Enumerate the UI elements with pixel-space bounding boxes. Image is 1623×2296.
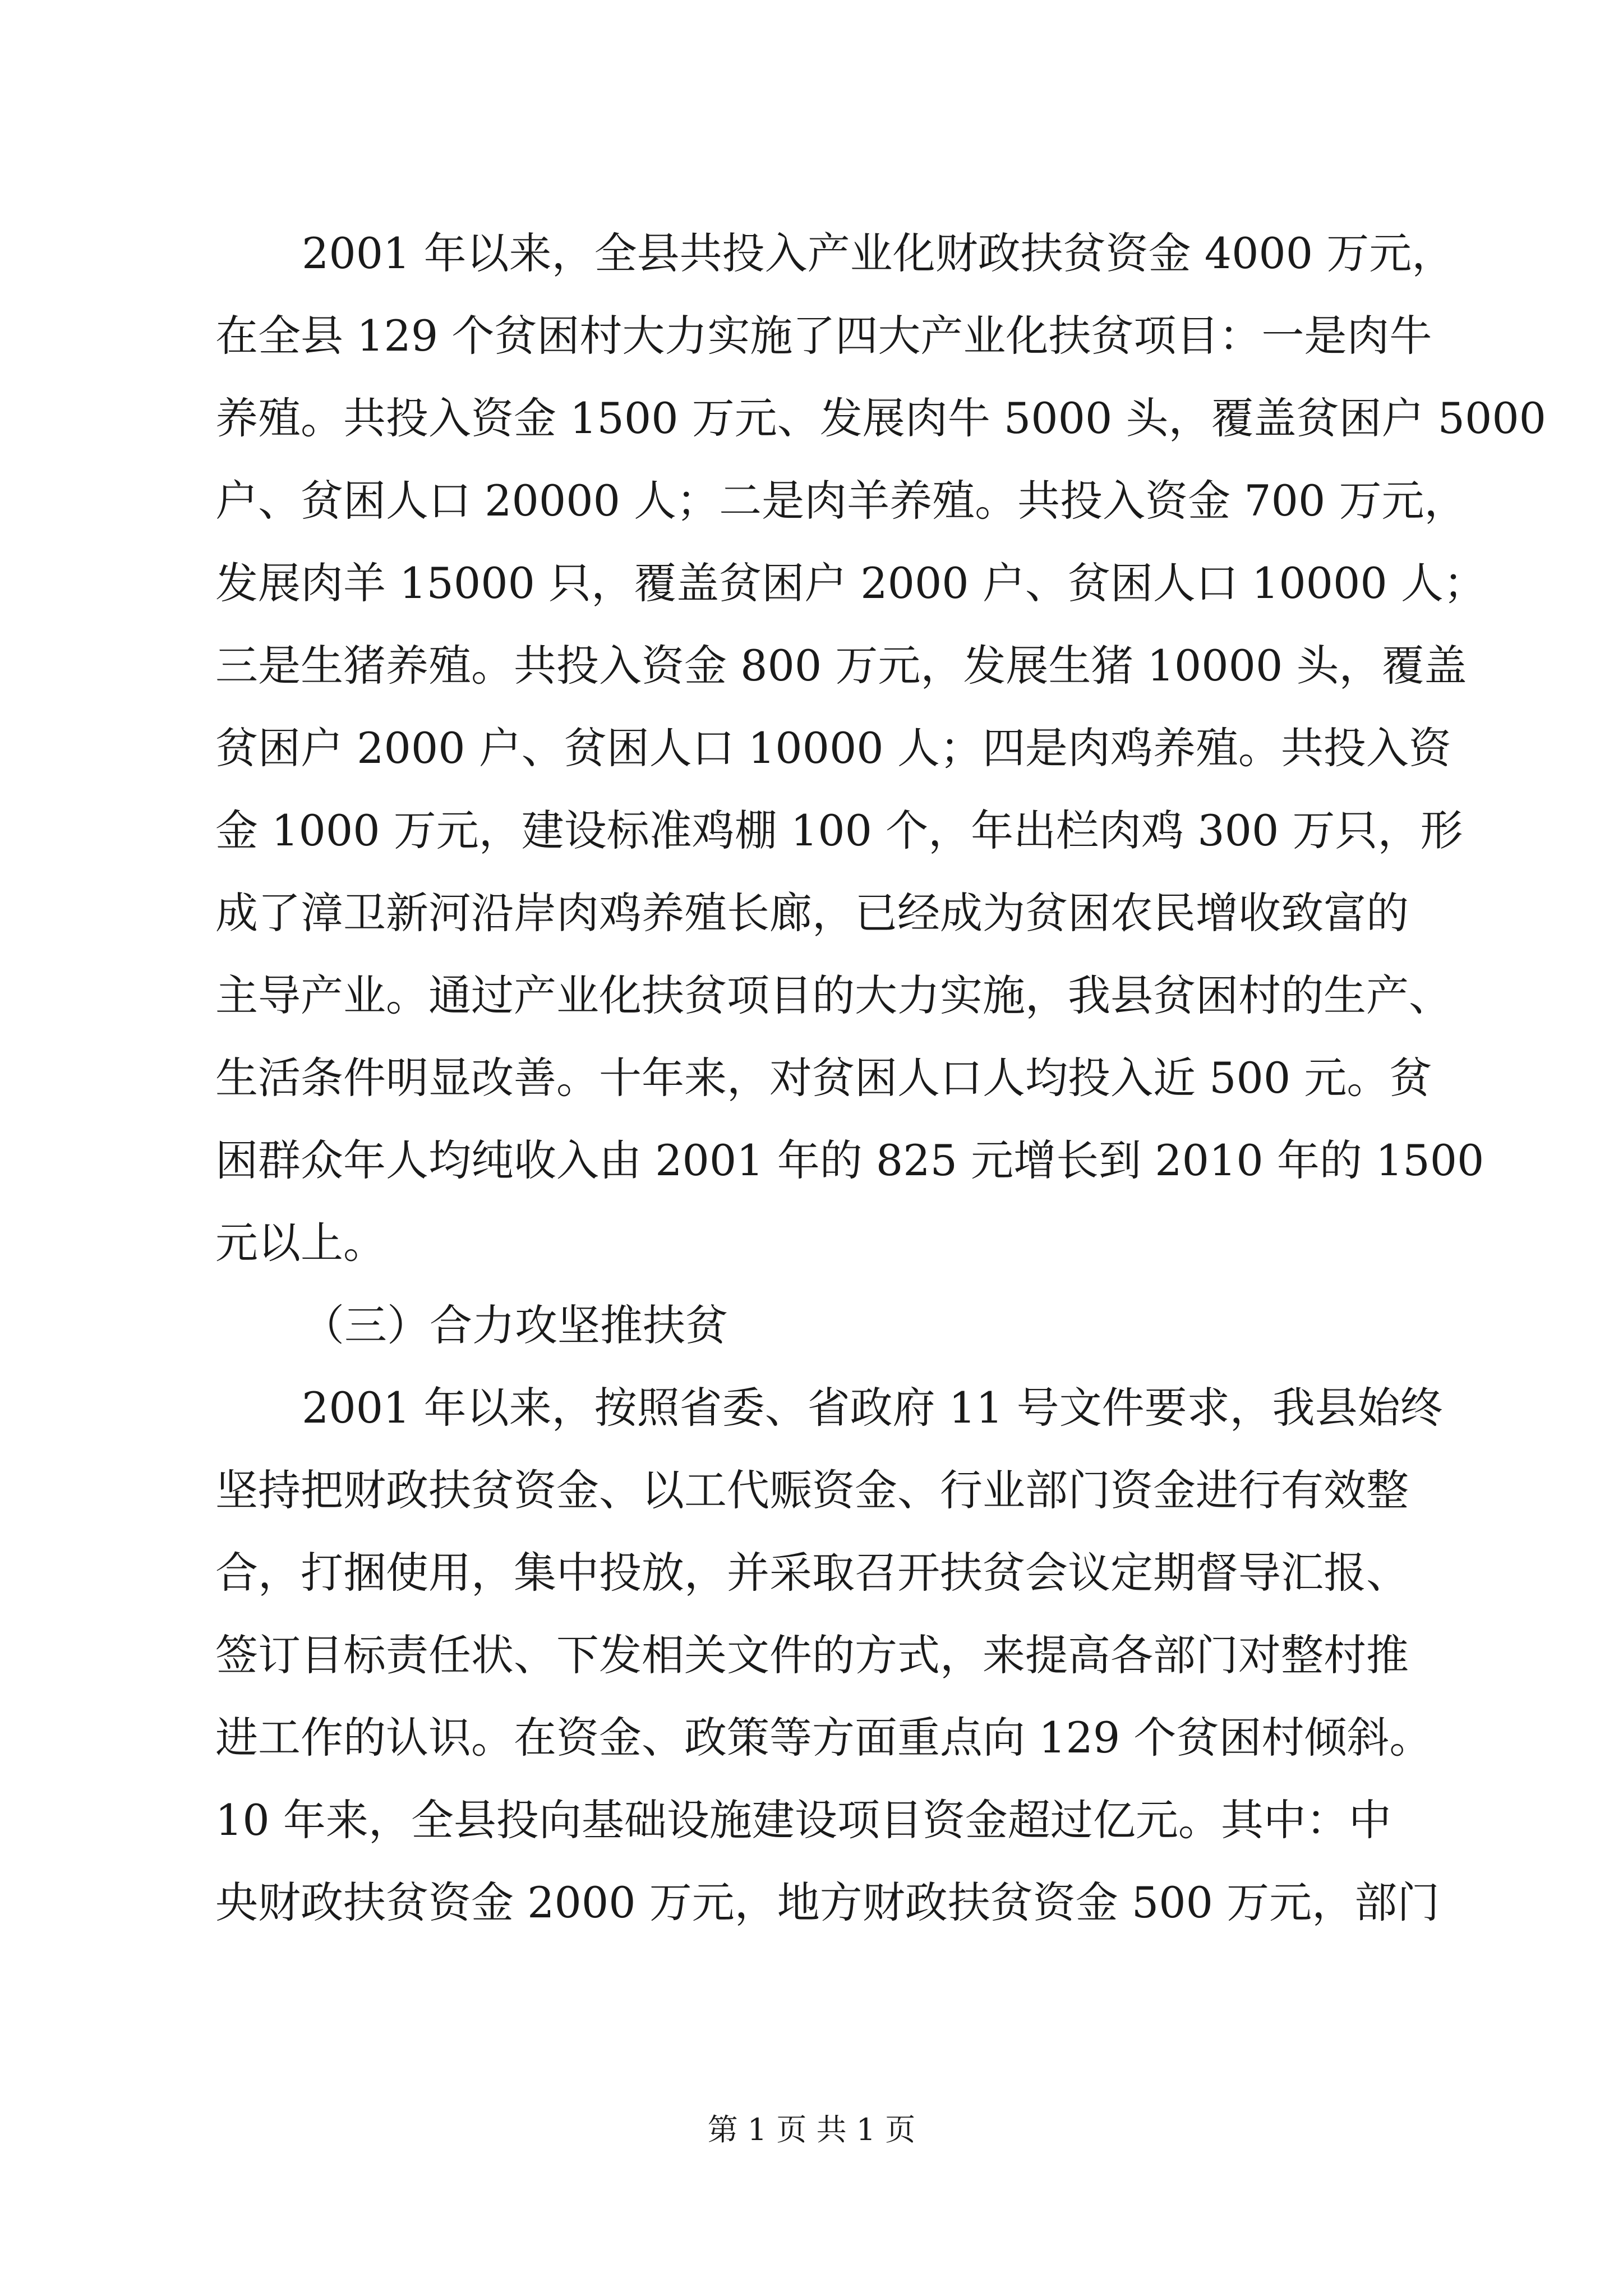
body-text (215, 212, 1547, 1944)
paragraph-line: 2001 年以来，按照省委、省政府 11 号文件要求，我县始终 (302, 1383, 1443, 1433)
paragraph-line: 发展肉羊 15000 只，覆盖贫困户 2000 户、贫困人口 10000 人； (215, 558, 1486, 608)
paragraph-line: 户、贫困人口 20000 人；二是肉羊养殖。共投入资金 700 万元， (215, 476, 1467, 526)
paragraph-line: 金 1000 万元，建设标准鸡棚 100 个，年出栏肉鸡 300 万只，形 (215, 806, 1463, 855)
paragraph-line: 进工作的认识。在资金、政策等方面重点向 129 个贫困村倾斜。 (215, 1713, 1432, 1763)
paragraph-line: 元以上。 (215, 1218, 386, 1268)
paragraph-line: 困群众年人均纯收入由 2001 年的 825 元增长到 2010 年的 1500 (215, 1135, 1484, 1185)
paragraph-line: 养殖。共投入资金 1500 万元、发展肉牛 5000 头，覆盖贫困户 5000 (215, 393, 1547, 443)
section-heading: （三）合力攻坚推扶贫 (302, 1300, 728, 1350)
paragraph-line: 央财政扶贫资金 2000 万元，地方财政扶贫资金 500 万元，部门 (215, 1878, 1440, 1927)
paragraph-line: 坚持把财政扶贫资金、以工代赈资金、行业部门资金进行有效整 (215, 1465, 1409, 1515)
paragraph-line: 合，打捆使用，集中投放，并采取召开扶贫会议定期督导汇报、 (215, 1548, 1409, 1598)
paragraph-line: 主导产业。通过产业化扶贫项目的大力实施，我县贫困村的生产、 (215, 970, 1451, 1020)
paragraph-line: 贫困户 2000 户、贫困人口 10000 人；四是肉鸡养殖。共投入资 (215, 723, 1451, 773)
paragraph-line: 2001 年以来，全县共投入产业化财政扶贫资金 4000 万元， (302, 228, 1455, 278)
paragraph-line: 三是生猪养殖。共投入资金 800 万元，发展生猪 10000 头，覆盖 (215, 641, 1467, 691)
paragraph-line: 成了漳卫新河沿岸肉鸡养殖长廊，已经成为贫困农民增收致富的 (215, 888, 1409, 938)
page-footer: 第 1 页 共 1 页 (707, 2112, 916, 2147)
paragraph-line: 在全县 129 个贫困村大力实施了四大产业化扶贫项目：一是肉牛 (215, 311, 1432, 361)
paragraph-line: 签订目标责任状、下发相关文件的方式，来提高各部门对整村推 (215, 1630, 1409, 1680)
paragraph-line: 10 年来，全县投向基础设施建设项目资金超过亿元。其中：中 (215, 1795, 1391, 1845)
paragraph-line: 生活条件明显改善。十年来，对贫困人口人均投入近 500 元。贫 (215, 1053, 1432, 1103)
